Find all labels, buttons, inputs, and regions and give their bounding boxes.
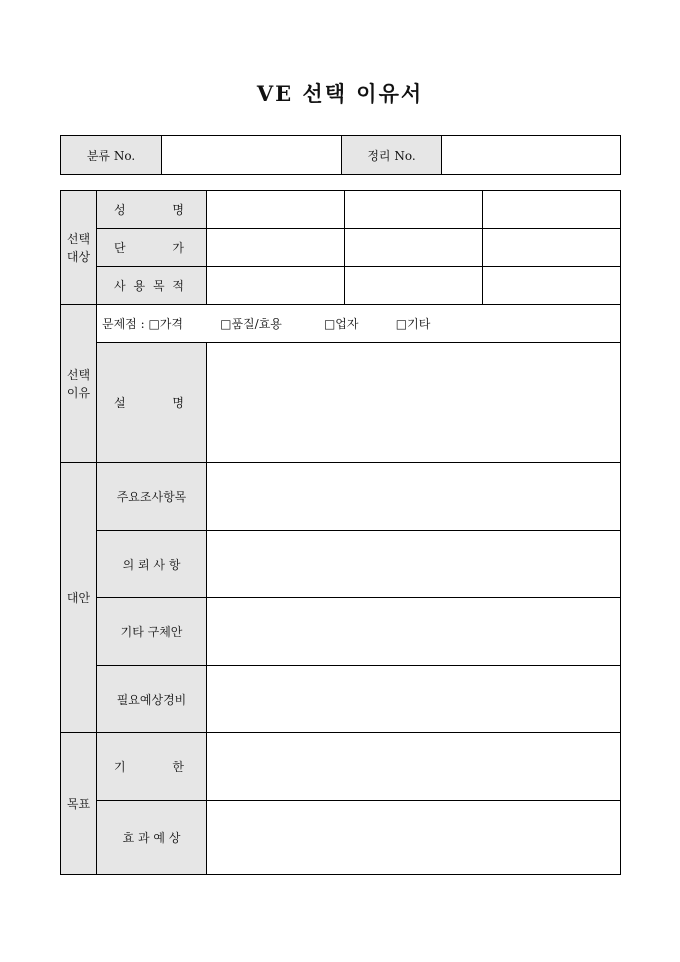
header-table xyxy=(60,135,621,175)
section-alternative: 대안 xyxy=(61,463,97,733)
section-goal: 목표 xyxy=(61,733,97,875)
problem-row xyxy=(97,305,621,343)
other-plan-label: 기타 구체안 xyxy=(97,598,207,666)
problem-label: 문제점 : xyxy=(102,317,145,331)
section-selection-target: 선택 대상 xyxy=(61,191,97,305)
price-field-3[interactable] xyxy=(483,229,621,267)
expected-cost-label: 필요예상경비 xyxy=(97,666,207,733)
deadline-label: 기 한 xyxy=(97,733,207,801)
unit-price-label: 단 가 xyxy=(97,229,207,267)
class-no-label: 분류 No. xyxy=(61,136,162,175)
option-other-checkbox[interactable]: □기타 xyxy=(395,317,431,331)
price-field-1[interactable] xyxy=(207,229,345,267)
ref-no-label: 정리 No. xyxy=(342,136,442,175)
price-field-2[interactable] xyxy=(345,229,483,267)
purpose-field-2[interactable] xyxy=(345,267,483,305)
name-field-3[interactable] xyxy=(483,191,621,229)
option-quality-checkbox[interactable]: □품질/효용 xyxy=(220,317,282,331)
name-field-2[interactable] xyxy=(345,191,483,229)
name-label: 성 명 xyxy=(97,191,207,229)
main-investigation-field[interactable] xyxy=(207,463,621,531)
name-field-1[interactable] xyxy=(207,191,345,229)
deadline-field[interactable] xyxy=(207,733,621,801)
main-form-table xyxy=(60,190,621,875)
other-plan-field[interactable] xyxy=(207,598,621,666)
expected-effect-field[interactable] xyxy=(207,801,621,875)
expected-effect-label: 효 과 예 상 xyxy=(97,801,207,875)
description-label: 설 명 xyxy=(97,343,207,463)
option-vendor-checkbox[interactable]: □업자 xyxy=(323,317,359,331)
request-items-field[interactable] xyxy=(207,531,621,598)
class-no-field[interactable] xyxy=(162,136,342,175)
main-investigation-label: 주요조사항목 xyxy=(97,463,207,531)
expected-cost-field[interactable] xyxy=(207,666,621,733)
page-title: VE 선택 이유서 xyxy=(256,81,424,106)
ref-no-field[interactable] xyxy=(442,136,621,175)
purpose-field-1[interactable] xyxy=(207,267,345,305)
usage-purpose-label: 사 용 목 적 xyxy=(97,267,207,305)
option-price-checkbox[interactable]: □가격 xyxy=(148,317,183,331)
section-selection-reason: 선택 이유 xyxy=(61,305,97,463)
description-field[interactable] xyxy=(207,343,621,463)
purpose-field-3[interactable] xyxy=(483,267,621,305)
request-items-label: 의 뢰 사 항 xyxy=(97,531,207,598)
